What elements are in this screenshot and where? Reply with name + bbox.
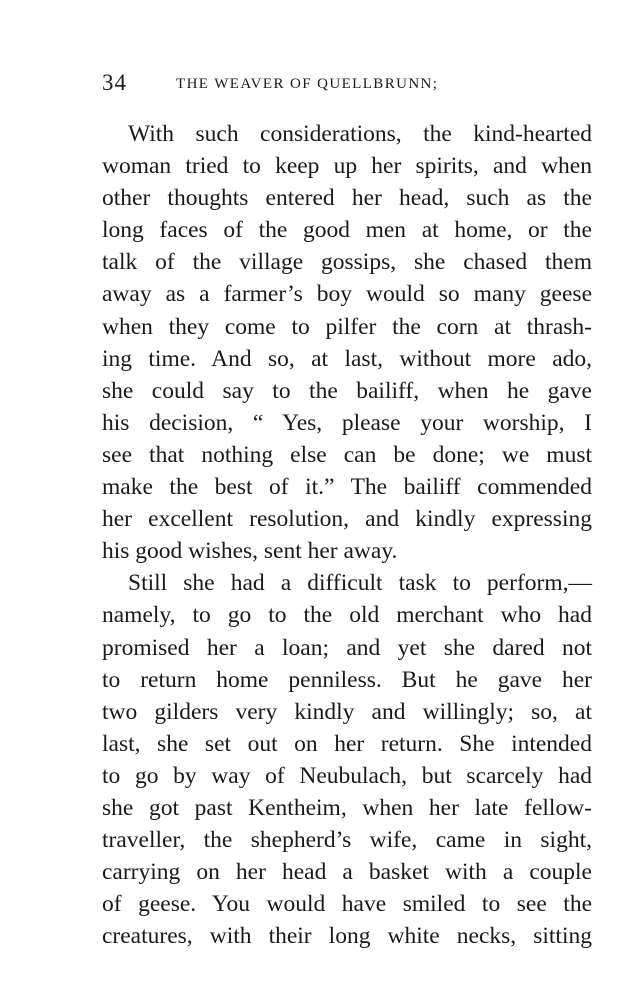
paragraph-2 [102,567,592,952]
text-line: when they come to pilfer the corn at thrash- [102,313,592,340]
text-line: see that nothing else can be done; we must [102,441,592,468]
text-line: to go by way of Neubulach, but scarcely had [102,762,592,789]
page-number: 34 [102,70,127,95]
text-line: last, she set out on her return. She intended [102,730,592,757]
paragraph-1 [102,118,592,567]
body-text [102,118,592,952]
text-line: her excellent resolution, and kindly expressing [102,506,592,533]
text-line: namely, to go to the old merchant who had [102,602,592,629]
text-line: to return home penniless. But he gave her [102,666,592,693]
text-line: creatures, with their long white necks, sitting [102,923,592,950]
running-head: THE WEAVER OF QUELLBRUNN; [176,76,439,92]
text-line: other thoughts entered her head, such as the [102,185,592,212]
text-line: his decision, “ Yes, please your worship, I [102,409,592,436]
text-line: promised her a loan; and yet she dared not [102,634,592,661]
text-line: she could say to the bailiff, when he gave [102,377,592,404]
text-line: two gilders very kindly and willingly; so, at [102,698,592,725]
text-line: With such considerations, the kind-hearted [128,121,592,147]
text-line: away as a farmer’s boy would so many geese [102,281,592,308]
text-line: ing time. And so, at last, without more ado, [102,345,592,372]
text-line: talk of the village gossips, she chased them [102,249,592,276]
page-header [102,70,602,100]
text-line: Still she had a difficult task to perform,— [128,570,592,597]
text-line: she got past Kentheim, when her late fellow- [102,794,592,821]
text-line: long faces of the good men at home, or the [102,217,592,244]
text-line: his good wishes, sent her away. [102,538,398,565]
text-line: make the best of it.” The bailiff commended [102,474,592,501]
text-line: of geese. You would have smiled to see the [102,891,592,918]
text-line: carrying on her head a basket with a couple [102,859,592,886]
text-line: traveller, the shepherd’s wife, came in sight, [102,827,592,854]
text-line: woman tried to keep up her spirits, and when [102,153,592,180]
